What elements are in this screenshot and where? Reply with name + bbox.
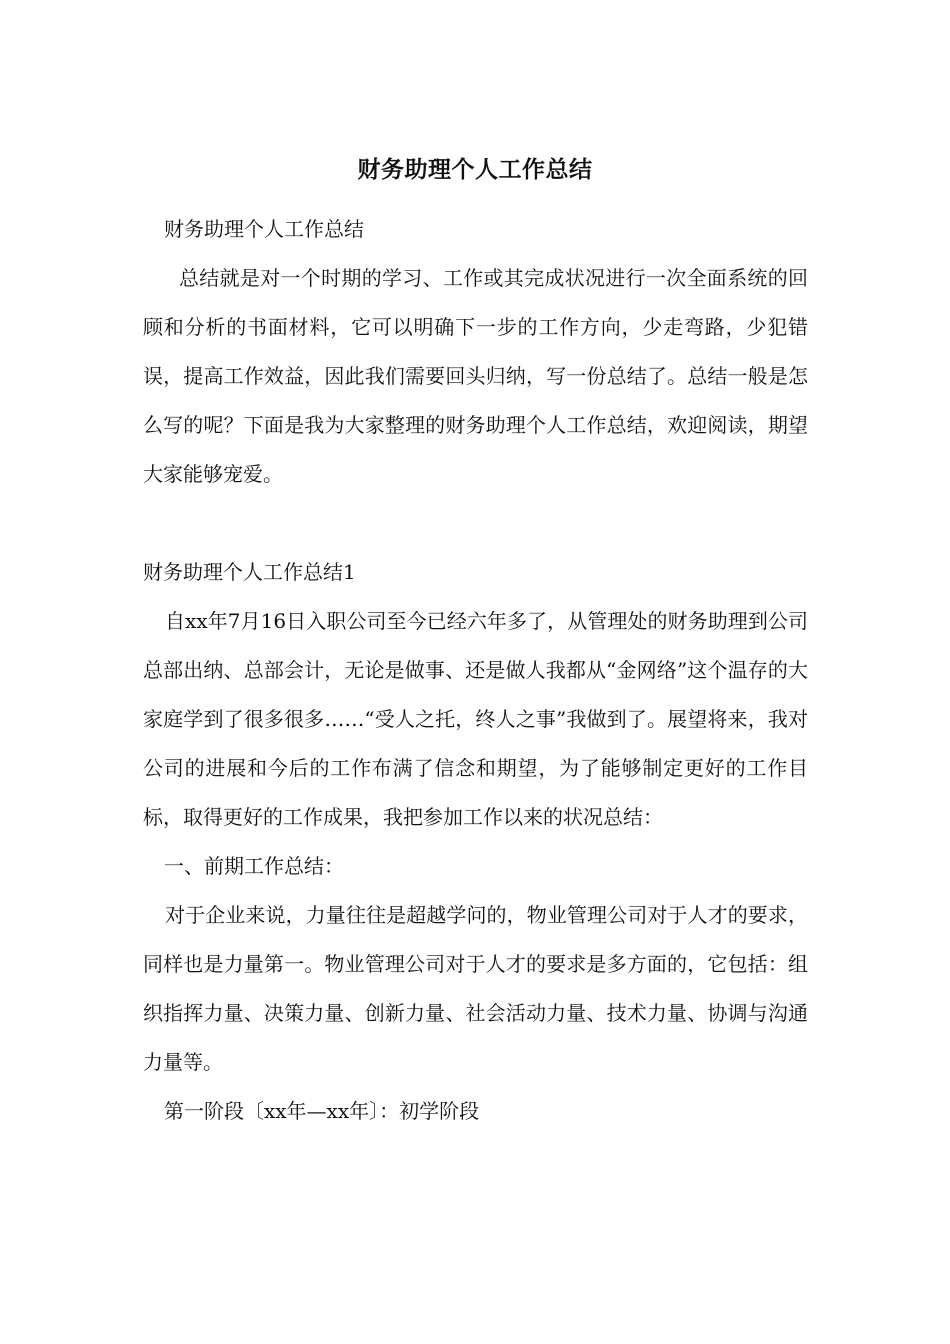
section-heading-1: 财务助理个人工作总结1 <box>143 560 356 584</box>
paragraph-abilities: 对于企业来说，力量往往是超越学问的，物业管理公司对于人才的要求，同样也是力量第一。物业管理公司对于人才的要求是多方面的，它包括：组织指挥力量、决策力量、创新力量、社会活动力量、技术力量、协调与沟通力量等。 <box>143 903 808 1074</box>
paragraph-spacer <box>143 499 808 548</box>
paragraph-subtitle: 财务助理个人工作总结 <box>164 217 364 241</box>
document-title: 财务助理个人工作总结 <box>357 156 593 183</box>
paragraph-section-1: 自xx年7月16日入职公司至今已经六年多了，从管理处的财务助理到公司总部出纳、总部会计，无论是做事、还是做人我都从“金网络”这个温存的大家庭学到了很多很多……“受人之托，终人之事”我做到了。展望将来，我对公司的进展和今后的工作布满了信念和期望，为了能够制定更好的工作目标，取得更好的工作成果，我把参加工作以来的状况总结： <box>143 609 808 829</box>
subheading-early-work: 一、前期工作总结： <box>164 854 344 878</box>
subheading-stage-one: 第一阶段〔xx年—xx年〕：初学阶段 <box>164 1099 480 1123</box>
document-body <box>143 205 808 1136</box>
paragraph-intro: 总结就是对一个时期的学习、工作或其完成状况进行一次全面系统的回顾和分析的书面材料，它可以明确下一步的工作方向，少走弯路，少犯错误，提高工作效益，因此我们需要回头归纳，写一份总结了。总结一般是怎么写的呢？下面是我为大家整理的财务助理个人工作总结，欢迎阅读，期望大家能够宠爱。 <box>143 266 808 486</box>
